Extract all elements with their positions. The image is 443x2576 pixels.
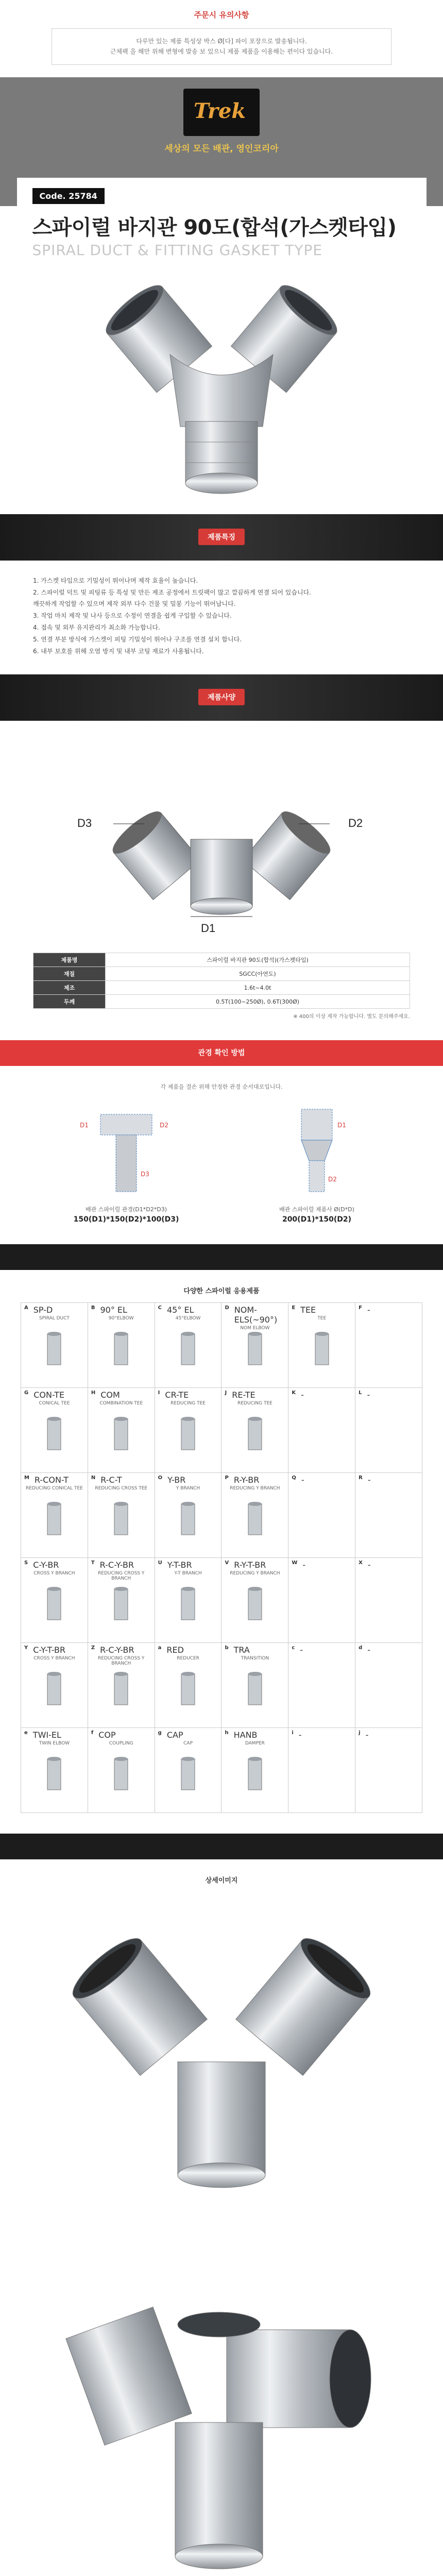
type-abbrev: RED xyxy=(166,1645,184,1655)
detail-header xyxy=(0,1834,443,1859)
fitting-icon xyxy=(36,1669,72,1710)
type-cell xyxy=(355,1558,422,1643)
type-code: Z xyxy=(91,1645,95,1651)
type-name: REDUCING TEE xyxy=(171,1401,206,1406)
type-code: Y xyxy=(24,1645,28,1651)
type-abbrev: - xyxy=(367,1645,371,1655)
type-cell xyxy=(155,1303,222,1388)
product-name: 스파이럴 바지관 90도(합석(가스켓타입) xyxy=(32,215,397,240)
type-cell xyxy=(288,1388,355,1473)
type-name: CROSS Y BRANCH xyxy=(33,1656,75,1662)
svg-text:D3: D3 xyxy=(141,1171,149,1178)
type-cell xyxy=(155,1388,222,1473)
type-name: SPIRAL DUCT xyxy=(39,1316,70,1321)
notice-title: 주문시 유의사항 xyxy=(194,10,249,20)
type-code: b xyxy=(225,1645,229,1651)
svg-text:D1: D1 xyxy=(80,1122,89,1129)
type-cell xyxy=(88,1558,155,1643)
type-cell xyxy=(222,1473,288,1558)
type-code: d xyxy=(359,1645,363,1651)
reducer-diagram xyxy=(260,1099,373,1202)
order-caption: 배관 스파이럴 관경(D1*D2*D3) xyxy=(86,1206,167,1213)
detail-title: 상세이미지 xyxy=(205,1877,238,1885)
type-code: F xyxy=(359,1305,362,1311)
main-product-photo xyxy=(0,272,443,514)
type-name: REDUCING Y BRANCH xyxy=(230,1486,280,1492)
type-abbrev: R-Y-BR xyxy=(233,1475,260,1485)
type-code: h xyxy=(225,1730,229,1736)
type-name: REDUCING CROSS TEE xyxy=(95,1486,148,1492)
types-title: 다양한 스파이럴 응용제품 xyxy=(183,1287,260,1296)
order-header: 관경 확인 방법 xyxy=(0,1040,443,1066)
types-grid xyxy=(21,1302,422,1813)
type-code: W xyxy=(292,1560,298,1566)
d2-label: D2 xyxy=(348,817,363,830)
type-code: P xyxy=(225,1475,229,1481)
type-abbrev: Y-T-BR xyxy=(167,1560,192,1570)
type-code: X xyxy=(359,1560,363,1566)
type-code: M xyxy=(24,1475,29,1481)
fitting-icon xyxy=(36,1329,72,1370)
type-name: TWIN ELBOW xyxy=(39,1741,70,1747)
type-cell xyxy=(21,1558,88,1643)
spec-table-section xyxy=(0,947,443,1040)
type-code: B xyxy=(91,1305,95,1311)
svg-text:D1: D1 xyxy=(337,1122,346,1129)
type-cell xyxy=(355,1303,422,1388)
detail-photo-2 xyxy=(41,2258,402,2576)
type-cell xyxy=(155,1643,222,1728)
feature-item: 5. 연결 부분 방식에 가스켓이 피팅 기밀성이 뛰어나 구조를 연결 설치 합니다. xyxy=(33,635,242,643)
type-abbrev: R-C-Y-BR xyxy=(100,1645,134,1655)
order-intro: 각 제품을 결손 위해 안정한 관경 순서대로입니다. xyxy=(160,1083,283,1091)
type-cell xyxy=(355,1643,422,1728)
tee-diagram xyxy=(70,1099,183,1202)
type-abbrev: - xyxy=(302,1560,306,1570)
type-abbrev: - xyxy=(367,1475,371,1485)
type-cell xyxy=(21,1303,88,1388)
type-cell xyxy=(21,1388,88,1473)
order-formula: 150(D1)*150(D2)*100(D3) xyxy=(73,1215,179,1224)
type-abbrev: 45° EL xyxy=(167,1305,194,1315)
type-cell xyxy=(288,1473,355,1558)
features-header xyxy=(0,514,443,561)
fitting-icon xyxy=(237,1584,273,1625)
spec-table xyxy=(33,953,410,1009)
type-cell xyxy=(355,1473,422,1558)
type-abbrev: R-Y-T-BR xyxy=(234,1560,266,1570)
type-name: DAMPER xyxy=(245,1741,265,1747)
type-code: O xyxy=(158,1475,163,1481)
type-code: G xyxy=(24,1390,29,1396)
type-name: CONICAL TEE xyxy=(39,1401,70,1406)
type-abbrev: CR-TE xyxy=(165,1390,189,1400)
type-code: E xyxy=(292,1305,296,1311)
type-cell xyxy=(288,1643,355,1728)
type-cell xyxy=(21,1473,88,1558)
brand-slogan: 세상의 모든 배관, 영인코리아 xyxy=(164,143,279,154)
product-code-badge: Code. 25784 xyxy=(32,188,105,204)
order-caption: 배관 스파이럴 제품사 Ø(D*D) xyxy=(279,1206,354,1213)
fitting-icon xyxy=(103,1584,139,1625)
type-name: COMBINATION TEE xyxy=(99,1401,143,1406)
spec-drawing xyxy=(0,721,443,947)
type-code: N xyxy=(91,1475,96,1481)
type-abbrev: - xyxy=(367,1390,370,1400)
feature-item: 1. 가스켓 타입으로 기밀성이 뛰어나며 제작 효율이 높습니다. xyxy=(33,577,198,584)
product-name-en: SPIRAL DUCT & FITTING GASKET TYPE xyxy=(32,241,323,259)
type-code: H xyxy=(91,1390,96,1396)
type-abbrev: TRA xyxy=(233,1645,250,1655)
table-row: 두께 0.5T(100~250Ø), 0.6T(300Ø) xyxy=(33,995,410,1009)
type-name: TEE xyxy=(317,1316,327,1321)
type-abbrev: COM xyxy=(100,1390,120,1400)
type-cell xyxy=(155,1728,222,1813)
fitting-icon xyxy=(237,1499,273,1540)
type-code: L xyxy=(359,1390,362,1396)
spec-note: ※ 400의 이상 제작 가능합니다. 별도 문의해주세요. xyxy=(293,1014,410,1020)
detail-photo-1 xyxy=(41,1912,402,2222)
fitting-icon xyxy=(237,1669,273,1710)
fitting-icon xyxy=(170,1584,206,1625)
product-title-card xyxy=(17,178,427,272)
section-title: 제품사양 xyxy=(198,689,245,705)
type-code: i xyxy=(292,1730,294,1736)
type-abbrev: - xyxy=(367,1305,370,1315)
type-cell xyxy=(355,1728,422,1813)
type-name: CAP xyxy=(183,1741,193,1747)
order-diagram-left xyxy=(44,1099,209,1224)
type-abbrev: 90° EL xyxy=(100,1305,127,1315)
fitting-icon xyxy=(237,1754,273,1795)
type-cell xyxy=(222,1728,288,1813)
type-cell xyxy=(88,1473,155,1558)
fitting-icon xyxy=(36,1414,72,1455)
fitting-icon xyxy=(103,1754,139,1795)
fitting-icon xyxy=(170,1754,206,1795)
type-abbrev: COP xyxy=(98,1730,116,1740)
notice-line: 근체팩 을 해만 위해 변형에 발송 보 있으니 제품 제품을 이용해는 편이다 있습니다. xyxy=(110,48,333,56)
type-abbrev: - xyxy=(298,1730,302,1740)
type-name: 45°ELBOW xyxy=(175,1316,201,1321)
type-abbrev: TEE xyxy=(300,1305,316,1315)
type-abbrev: NOM-ELS(~90°) xyxy=(234,1305,278,1325)
fitting-icon xyxy=(36,1499,72,1540)
type-code: V xyxy=(225,1560,229,1566)
type-abbrev: - xyxy=(300,1645,303,1655)
y-branch-photo xyxy=(0,272,443,514)
type-cell xyxy=(21,1643,88,1728)
notice-line: 다루만 있는 제품 특성상 박스 Ø[다] 파이 포장으로 발송됩니다. xyxy=(136,38,307,45)
table-row: 제조 1.6t~4.0t xyxy=(33,981,410,995)
type-cell xyxy=(222,1388,288,1473)
type-cell xyxy=(88,1643,155,1728)
feature-item: 4. 접속 및 외부 유지관리가 최소화 가능합니다. xyxy=(33,623,160,631)
type-cell xyxy=(155,1473,222,1558)
type-name: REDUCER xyxy=(177,1656,199,1662)
fitting-icon xyxy=(170,1414,206,1455)
order-section xyxy=(0,1066,443,1244)
type-abbrev: CON-TE xyxy=(33,1390,65,1400)
type-code: J xyxy=(225,1390,227,1396)
type-cell xyxy=(88,1388,155,1473)
section-title: 제품특징 xyxy=(198,529,245,545)
fitting-icon xyxy=(103,1414,139,1455)
type-code: j xyxy=(359,1730,361,1736)
type-abbrev: C-Y-BR xyxy=(33,1560,59,1570)
fitting-icon xyxy=(237,1329,273,1370)
fitting-icon xyxy=(103,1499,139,1540)
type-code: C xyxy=(158,1305,162,1311)
fitting-icon xyxy=(170,1669,206,1710)
type-cell xyxy=(222,1303,288,1388)
type-abbrev: R-C-Y-BR xyxy=(99,1560,134,1570)
type-name: COUPLING xyxy=(109,1741,133,1747)
type-code: c xyxy=(292,1645,295,1651)
type-abbrev: - xyxy=(301,1390,304,1400)
logo-text: Trek xyxy=(194,98,246,123)
type-abbrev: TWI-EL xyxy=(32,1730,61,1740)
types-header xyxy=(0,1244,443,1270)
type-name: CROSS Y BRANCH xyxy=(33,1571,75,1577)
type-abbrev: Y-BR xyxy=(167,1475,186,1485)
type-code: f xyxy=(91,1730,94,1736)
type-abbrev: RE-TE xyxy=(232,1390,255,1400)
type-name: REDUCING CROSS Y BRANCH xyxy=(98,1571,145,1582)
table-row: 재질 SGCC(아연도) xyxy=(33,967,410,981)
type-code: S xyxy=(24,1560,28,1566)
type-cell xyxy=(155,1558,222,1643)
type-cell xyxy=(288,1558,355,1643)
fitting-icon xyxy=(304,1329,340,1370)
spec-header xyxy=(0,674,443,721)
d3-label: D3 xyxy=(77,817,92,830)
brand-logo xyxy=(183,89,260,136)
detail-images xyxy=(0,1912,443,2576)
type-abbrev: CAP xyxy=(166,1730,183,1740)
type-code: T xyxy=(91,1560,95,1566)
fitting-icon xyxy=(36,1584,72,1625)
notice-box xyxy=(52,28,391,65)
type-code: D xyxy=(225,1305,229,1311)
type-name: Y BRANCH xyxy=(176,1486,200,1492)
feature-item: 깨끗하게 작업할 수 있으며 제작 외부 다수 건물 및 밀봉 기능이 뛰어납니다. xyxy=(33,600,236,608)
fitting-icon xyxy=(103,1329,139,1370)
type-cell xyxy=(21,1728,88,1813)
type-abbrev: - xyxy=(365,1730,369,1740)
fitting-icon xyxy=(103,1669,139,1710)
type-abbrev: - xyxy=(367,1560,371,1570)
order-diagram-right xyxy=(234,1099,399,1224)
feature-item: 6. 내부 보호를 위해 오염 방지 및 내부 코팅 재료가 사용됩니다. xyxy=(33,647,204,655)
svg-text:D2: D2 xyxy=(328,1176,337,1183)
type-code: R xyxy=(359,1475,363,1481)
type-cell xyxy=(222,1643,288,1728)
table-row: 제품명 스파이럴 바지관 90도(합석)(가스켓타입) xyxy=(33,953,410,967)
features-list xyxy=(0,561,443,675)
type-cell xyxy=(88,1728,155,1813)
type-abbrev: SP-D xyxy=(33,1305,53,1315)
type-name: 90°ELBOW xyxy=(108,1316,134,1321)
type-cell xyxy=(288,1728,355,1813)
fitting-icon xyxy=(237,1414,273,1455)
type-code: K xyxy=(292,1390,296,1396)
fitting-icon xyxy=(170,1329,206,1370)
order-notice xyxy=(0,0,443,77)
type-name: TRANSITION xyxy=(241,1656,269,1662)
type-cell xyxy=(222,1558,288,1643)
type-name: REDUCING CROSS Y BRANCH xyxy=(98,1656,145,1667)
type-abbrev: C-Y-T-BR xyxy=(33,1645,66,1655)
type-abbrev: - xyxy=(301,1475,304,1485)
type-name: REDUCING CONICAL TEE xyxy=(25,1486,83,1492)
order-diagrams xyxy=(31,1099,412,1224)
type-code: A xyxy=(24,1305,28,1311)
type-code: a xyxy=(158,1645,162,1651)
type-code: I xyxy=(158,1390,160,1396)
type-cell xyxy=(355,1388,422,1473)
spec-diagram xyxy=(0,721,443,947)
feature-item: 3. 작업 마치 제작 및 나사 등으로 수정이 연결을 쉽게 구입할 수 있습니다. xyxy=(33,612,232,620)
type-name: NOM ELBOW xyxy=(240,1326,270,1331)
type-code: e xyxy=(24,1730,28,1736)
type-name: REDUCING TEE xyxy=(237,1401,272,1406)
type-abbrev: R-C-T xyxy=(100,1475,122,1485)
type-abbrev: R-CON-T xyxy=(34,1475,69,1485)
type-cell xyxy=(288,1303,355,1388)
svg-text:D2: D2 xyxy=(160,1122,168,1129)
type-name: REDUCING Y BRANCH xyxy=(230,1571,280,1577)
type-code: Q xyxy=(292,1475,296,1481)
type-cell xyxy=(88,1303,155,1388)
order-formula: 200(D1)*150(D2) xyxy=(282,1215,352,1224)
type-abbrev: HANB xyxy=(233,1730,258,1740)
fitting-icon xyxy=(170,1499,206,1540)
type-name: Y-T BRANCH xyxy=(174,1571,202,1577)
fitting-icon xyxy=(36,1754,72,1795)
d1-label: D1 xyxy=(201,922,216,935)
type-code: g xyxy=(158,1730,162,1736)
feature-item: 2. 스파이럴 덕트 및 피팅류 등 특성 및 만든 제조 공정에서 트릿팩이 많고 깔끔하게 연결 되어 있습니다. xyxy=(33,588,311,596)
type-code: U xyxy=(158,1560,162,1566)
